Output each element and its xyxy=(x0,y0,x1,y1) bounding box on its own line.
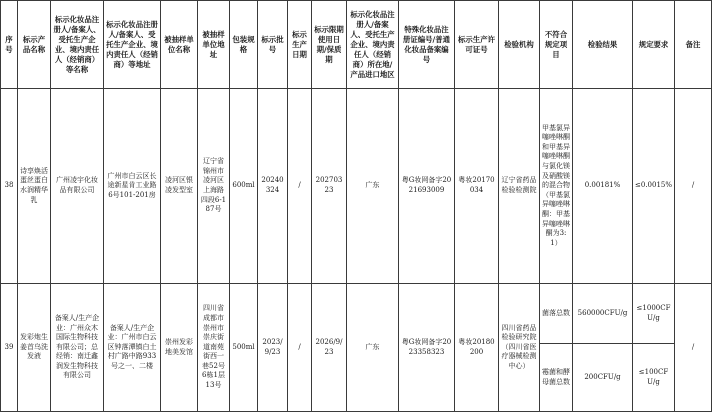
cell-expiry: 20270323 xyxy=(312,89,347,284)
cell-remark: / xyxy=(675,284,712,412)
cell-requirement: ≤1000CFU/g xyxy=(633,284,675,344)
cell-lab: 辽宁省药品检验检测院 xyxy=(499,89,540,284)
header-cell-region: 标示化妆品注册人/备案人、受托生产企业、境内责任人（经销商）所在地/产品进口地区 xyxy=(347,1,399,89)
header-cell-spec: 包装规格 xyxy=(230,1,258,89)
header-cell-no: 序号 xyxy=(1,1,18,89)
cell-region: 广东 xyxy=(347,89,399,284)
cell-batch: 2023/9/23 xyxy=(258,284,288,412)
cell-prod-date: / xyxy=(288,89,312,284)
cell-spec: 600ml xyxy=(230,89,258,284)
header-cell-remark: 备注 xyxy=(675,1,712,89)
cell-remark: / xyxy=(675,89,712,284)
cell-result: 0.00181% xyxy=(573,89,633,284)
cell-no: 38 xyxy=(1,89,18,284)
cell-license: 粤妆20180200 xyxy=(455,284,499,412)
header-cell-reg-no: 特殊化妆品注册证编号/普通化妆品备案编号 xyxy=(399,1,455,89)
cell-expiry: 2026/9/23 xyxy=(312,284,347,412)
cell-result: 560000CFU/g xyxy=(573,284,633,344)
cell-item: 菌落总数 xyxy=(540,284,573,344)
cell-company-name: 备案人/生产企业：广州众木国际生物科技有限公司；总经销：南迁鑫润发生物科技有限公司 xyxy=(51,284,104,412)
header-cell-result: 检验结果 xyxy=(573,1,633,89)
header-row xyxy=(1,1,712,89)
cell-product: 诗享焕活蛋丝蛋白水润精华乳 xyxy=(18,89,51,284)
cell-sampled-address: 四川省成都市崇州市崇庆街道南苑街西一巷52号6栋1层13号 xyxy=(198,284,230,412)
header-cell-license: 标示生产许可证号 xyxy=(455,1,499,89)
cell-requirement: ≤100CFU/g xyxy=(633,344,675,412)
header-cell-product: 标示产品名称 xyxy=(18,1,51,89)
header-cell-batch: 标示批号 xyxy=(258,1,288,89)
cell-reg-no: 粤G妆网备字2023358323 xyxy=(399,284,455,412)
cell-spec: 500ml xyxy=(230,284,258,412)
cell-item: 霉菌和酵母菌总数 xyxy=(540,344,573,412)
header-cell-lab: 检验机构 xyxy=(499,1,540,89)
table-row xyxy=(1,89,712,284)
cell-requirement: ≤0.0015% xyxy=(633,89,675,284)
table-row xyxy=(1,284,712,344)
cell-lab: 四川省药品检验研究院（四川省医疗器械检测中心） xyxy=(499,284,540,412)
header-cell-company-address: 标示化妆品注册人/备案人、受托生产企业、境内责任人（经销商）等地址 xyxy=(104,1,161,89)
cell-reg-no: 粤G妆网备字2021693009 xyxy=(399,89,455,284)
cell-company-address: 广州市白云区长途新星肯工业路6号101-201房 xyxy=(104,89,161,284)
cell-item: 甲基氯异噻唑啉酮和甲基异噻唑啉酮与氯化镁及硝酸镁的混合物（甲基氯异噻唑啉酮：甲基异噻唑啉酮为3:1） xyxy=(540,89,573,284)
cell-company-name: 广州凌宇化妆品有限公司 xyxy=(51,89,104,284)
header-cell-expiry: 标示限期使用日期/保质期 xyxy=(312,1,347,89)
cell-region: 广东 xyxy=(347,284,399,412)
cell-sampled-address: 辽宁省锦州市凌河区上海路四段6-187号 xyxy=(198,89,230,284)
header-cell-item: 不符合规定项目 xyxy=(540,1,573,89)
cell-sampled-unit: 崇州发彩地美发馆 xyxy=(161,284,198,412)
cell-product: 发彩炮生姜首乌洗发液 xyxy=(18,284,51,412)
cell-result: 200CFU/g xyxy=(573,344,633,412)
header-cell-company-name: 标示化妆品注册人/备案人、受托生产企业、境内责任人（经销商）等名称 xyxy=(51,1,104,89)
cell-batch: 20240324 xyxy=(258,89,288,284)
header-cell-sampled-address: 被抽样单位地址 xyxy=(198,1,230,89)
header-cell-sampled-unit: 被抽样单位名称 xyxy=(161,1,198,89)
cell-no: 39 xyxy=(1,284,18,412)
cell-license: 粤妆20170034 xyxy=(455,89,499,284)
header-cell-requirement: 规定要求 xyxy=(633,1,675,89)
header-cell-prod-date: 标示生产日期 xyxy=(288,1,312,89)
cell-company-address: 备案人/生产企业：广州市白云区钟落潭镇白土村广路中路933号之一、二楼 xyxy=(104,284,161,412)
cell-sampled-unit: 凌河区银凌发型室 xyxy=(161,89,198,284)
cell-prod-date: / xyxy=(288,284,312,412)
